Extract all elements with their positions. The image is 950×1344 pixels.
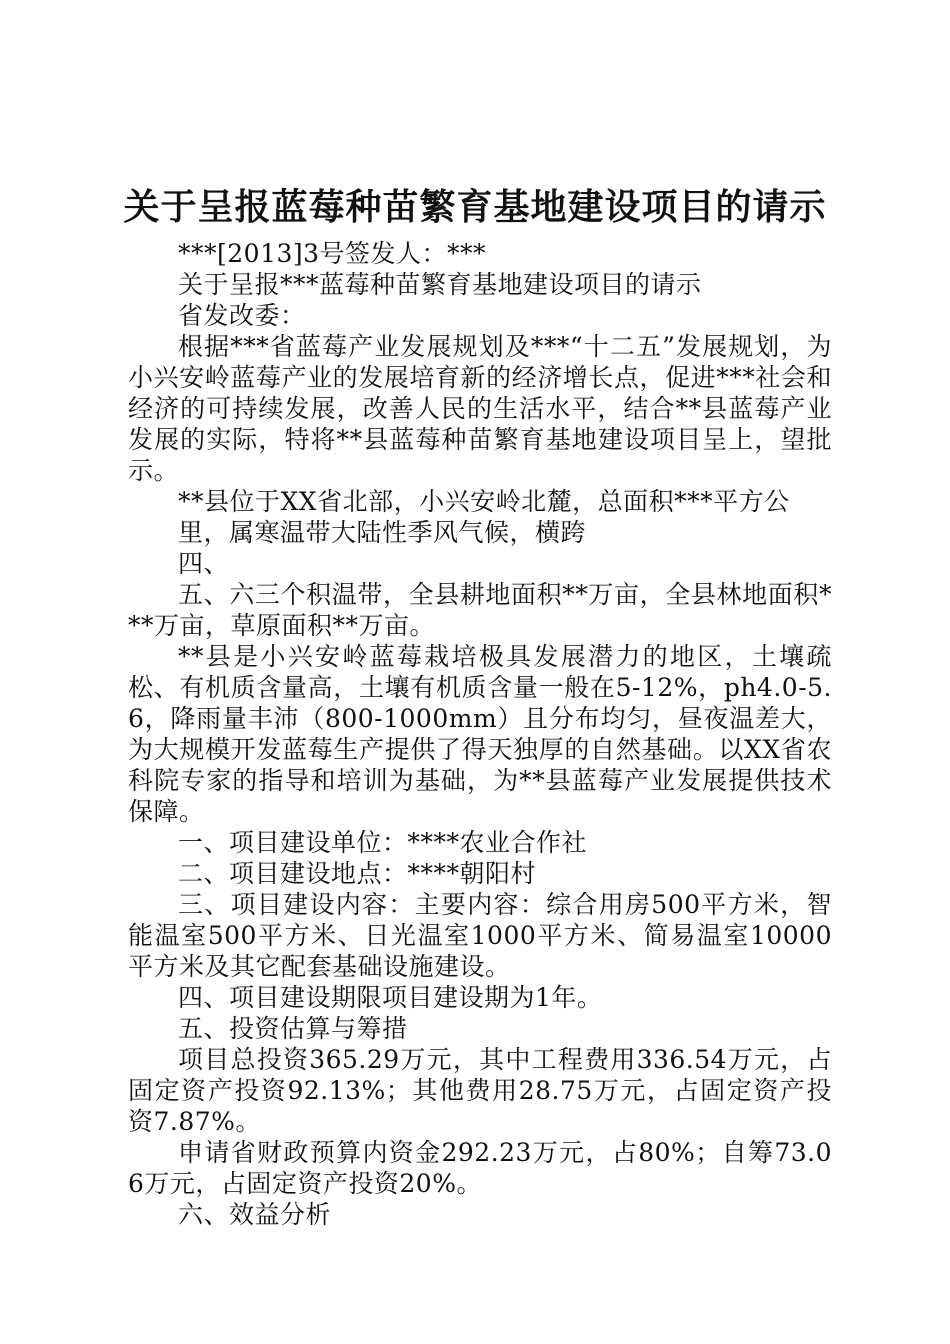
paragraph-total-investment: 项目总投资365.29万元，其中工程费用336.54万元，占固定资产投资92.13%；其他费用28.75万元，占固定资产投资7.87%。 bbox=[128, 1045, 832, 1136]
section-investment-heading: 五、投资估算与筹措 bbox=[178, 1014, 408, 1043]
subject-line: 关于呈报***蓝莓种苗繁育基地建设项目的请示 bbox=[178, 270, 702, 299]
paragraph-funding-request: 申请省财政预算内资金292.23万元，占80%；自筹73.06万元，占固定资产投资20%。 bbox=[128, 1138, 832, 1198]
section-construction-unit: 一、项目建设单位：****农业合作社 bbox=[178, 828, 588, 857]
section-construction-site: 二、项目建设地点：****朝阳村 bbox=[178, 859, 537, 888]
document-number-line: ***[2013]3号签发人：*** bbox=[178, 239, 487, 268]
section-construction-content: 三、项目建设内容：主要内容：综合用房500平方米，智能温室500平方米、日光温室1000平方米、简易温室10000平方米及其它配套基础设施建设。 bbox=[128, 890, 832, 981]
document-body bbox=[128, 238, 832, 1230]
paragraph-location: **县位于XX省北部，小兴安岭北麓，总面积***平方公 bbox=[178, 487, 790, 516]
paragraph-intro: 根据***省蓝莓产业发展规划及***“十二五”发展规划，为小兴安岭蓝莓产业的发展培育新的经济增长点，促进***社会和经济的可持续发展，改善人民的生活水平，结合**县蓝莓产业发展的实际，特将**县蓝莓种苗繁育基地建设项目呈上，望批示。 bbox=[128, 332, 832, 485]
paragraph-land-area: 五、六三个积温带，全县耕地面积**万亩，全县林地面积***万亩，草原面积**万亩。 bbox=[128, 580, 832, 640]
section-construction-period: 四、项目建设期限项目建设期为1年。 bbox=[178, 983, 603, 1012]
section-benefit-heading: 六、效益分析 bbox=[178, 1200, 332, 1229]
paragraph-fragment: 四、 bbox=[178, 549, 230, 578]
recipient-line: 省发改委： bbox=[178, 301, 306, 330]
paragraph-conditions: **县是小兴安岭蓝莓栽培极具发展潜力的地区，土壤疏松、有机质含量高，土壤有机质含量一般在5-12%，ph4.0-5.6，降雨量丰沛（800-1000mm）且分布均匀，昼夜温差大，为大规模开发蓝莓生产提供了得天独厚的自然基础。以XX省农科院专家的指导和培训为基础，为**县蓝莓产业发展提供技术保障。 bbox=[128, 642, 832, 826]
document-title: 关于呈报蓝莓种苗繁育基地建设项目的请示 bbox=[123, 187, 827, 228]
paragraph-climate: 里，属寒温带大陆性季风气候，横跨 bbox=[178, 518, 587, 547]
